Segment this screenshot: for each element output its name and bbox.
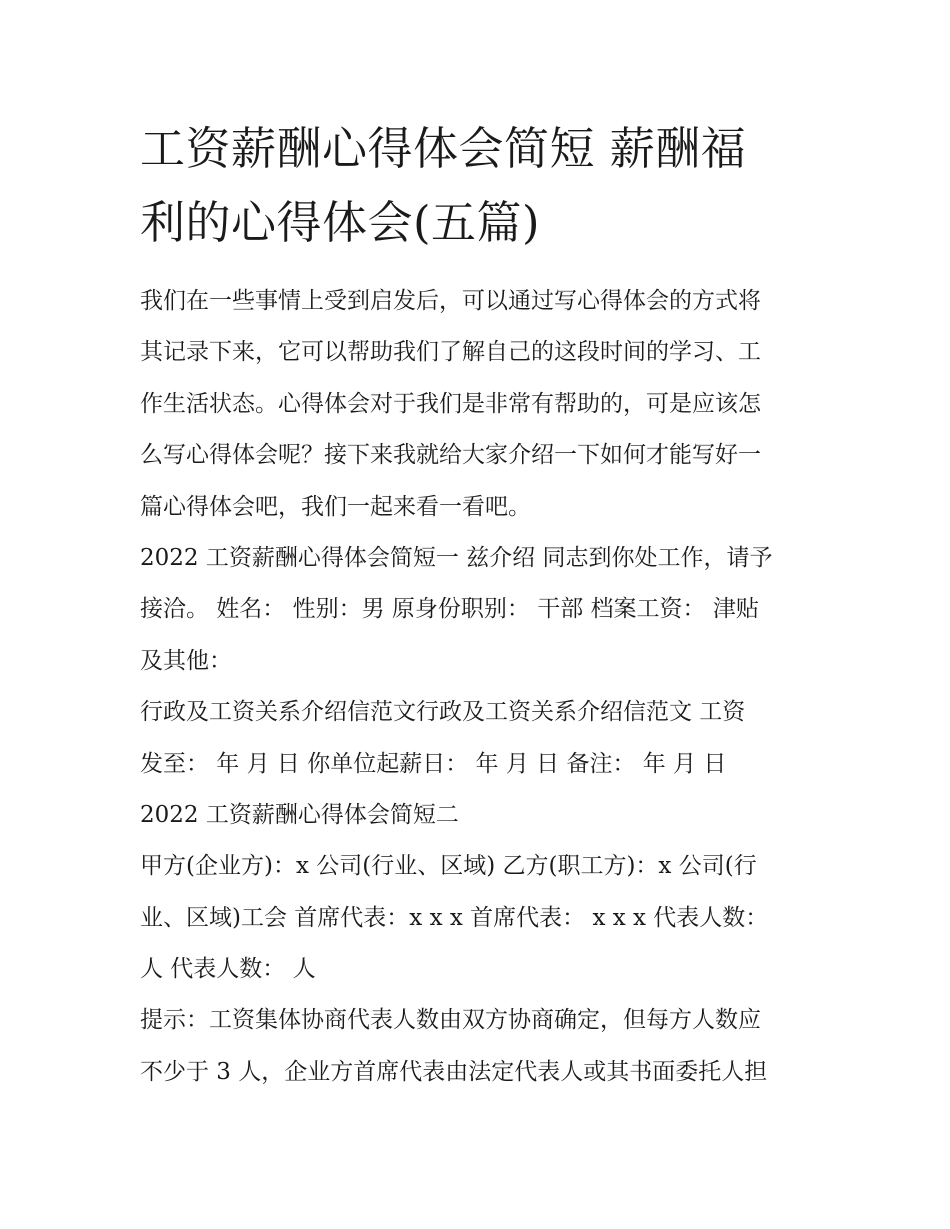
text-line: 及其他： (140, 647, 232, 674)
text-line: 么写心得体会呢？接下来我就给大家介绍一下如何才能写好一 (140, 442, 761, 469)
text-line: 2022 工资薪酬心得体会简短二 (140, 801, 459, 828)
paragraph-section-two-heading (140, 790, 820, 841)
text-line: 不少于 3 人，企业方首席代表由法定代表人或其书面委托人担 (140, 1058, 768, 1085)
text-line: 篇心得体会吧，我们一起来看一看吧。 (140, 493, 531, 520)
text-line: 人 代表人数： 人 (140, 956, 316, 983)
text-line: 接洽。 姓名： 性别：男 原身份职别： 干部 档案工资： 津贴 (140, 596, 759, 623)
paragraph-parties (140, 841, 820, 995)
text-line: 行政及工资关系介绍信范文行政及工资关系介绍信范文 工资 (140, 699, 746, 726)
text-line: 其记录下来，它可以帮助我们了解自己的这段时间的学习、工 (140, 339, 761, 366)
text-line: 甲方(企业方)：x 公司(行业、区域) 乙方(职工方)：x 公司(行 (140, 853, 757, 880)
document-title (140, 112, 820, 260)
title-line-2: 利的心得体会(五篇) (140, 196, 541, 249)
paragraph-intro (140, 276, 820, 533)
text-line: 业、区域)工会 首席代表：x x x 首席代表： x x x 代表人数： (140, 904, 769, 931)
title-line-1: 工资薪酬心得体会简短 薪酬福 (140, 122, 747, 175)
paragraph-letter-template (140, 687, 820, 790)
document-body (140, 276, 820, 1098)
paragraph-hint (140, 995, 820, 1098)
text-line: 我们在一些事情上受到启发后，可以通过写心得体会的方式将 (140, 288, 761, 314)
paragraph-section-one (140, 533, 820, 687)
text-line: 作生活状态。心得体会对于我们是非常有帮助的，可是应该怎 (140, 390, 761, 417)
text-line: 提示：工资集体协商代表人数由双方协商确定，但每方人数应 (140, 1007, 761, 1034)
text-line: 发至： 年 月 日 你单位起薪日： 年 月 日 备注： 年 月 日 (140, 750, 727, 777)
text-line: 2022 工资薪酬心得体会简短一 兹介绍 同志到你处工作，请予 (140, 544, 773, 571)
